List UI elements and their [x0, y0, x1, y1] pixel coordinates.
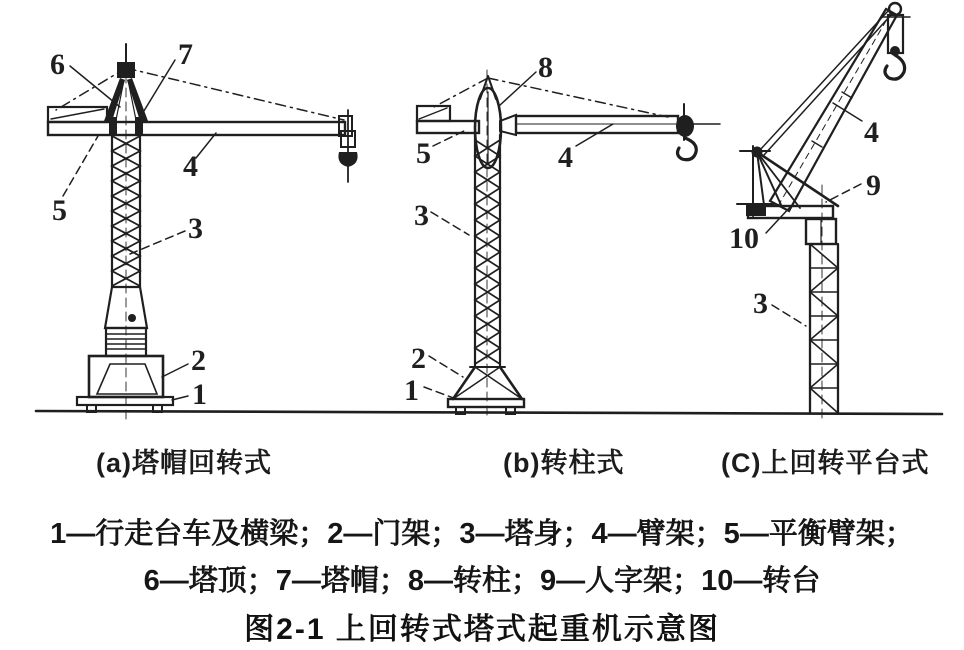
caption-crane-b: (b)转柱式 [503, 448, 625, 478]
part-label-c-4: 4 [864, 116, 879, 149]
part-label-a-1: 1 [192, 378, 207, 411]
tower-body [810, 244, 838, 413]
hook-icon [678, 138, 697, 160]
legend-line-2: 6—塔顶；7—塔帽；8—转柱；9—人字架；10—转台 [143, 565, 821, 597]
part-label-b-8: 8 [538, 51, 553, 84]
counter-jib [417, 106, 479, 133]
portal-base [453, 367, 522, 399]
tower-body [475, 135, 500, 367]
part-label-b-2: 2 [411, 342, 426, 375]
slewing-platform [806, 219, 836, 244]
travel-base [77, 397, 173, 412]
part-label-c-10: 10 [729, 222, 759, 255]
part-label-a-4: 4 [183, 150, 198, 183]
crane-a [48, 38, 358, 420]
jib-beam [48, 117, 345, 136]
caption-crane-c: (C)上回转平台式 [721, 448, 930, 478]
part-label-b-3: 3 [414, 199, 429, 232]
caption-crane-a: (a)塔帽回转式 [96, 448, 272, 478]
part-label-a-3: 3 [188, 212, 203, 245]
jib-tie-line [488, 78, 668, 117]
hook-icon [885, 55, 905, 79]
part-label-a-7: 7 [178, 38, 193, 71]
part-label-a-6: 6 [50, 48, 65, 81]
a-frame-turntable [737, 146, 838, 218]
jib-tie-line [126, 68, 344, 120]
hook-icon [338, 152, 357, 167]
part-label-c-9: 9 [866, 169, 881, 202]
figure-title: 图2-1 上回转式塔式起重机示意图 [244, 613, 720, 646]
part-label-b-5: 5 [416, 137, 431, 170]
part-label-a-5: 5 [52, 194, 67, 227]
legend-line-1: 1—行走台车及横梁；2—门架；3—塔身；4—臂架；5—平衡臂架； [50, 518, 914, 550]
part-label-c-3: 3 [753, 287, 768, 320]
crane-b [404, 51, 720, 420]
crane-c [729, 3, 910, 422]
counterjib-tie-line [432, 78, 488, 108]
part-labels-b [404, 51, 613, 407]
hook-assembly [676, 104, 696, 160]
ground-line [36, 411, 942, 414]
part-label-b-4: 4 [558, 141, 573, 174]
part-label-b-1: 1 [404, 374, 419, 407]
part-label-a-2: 2 [191, 344, 206, 377]
